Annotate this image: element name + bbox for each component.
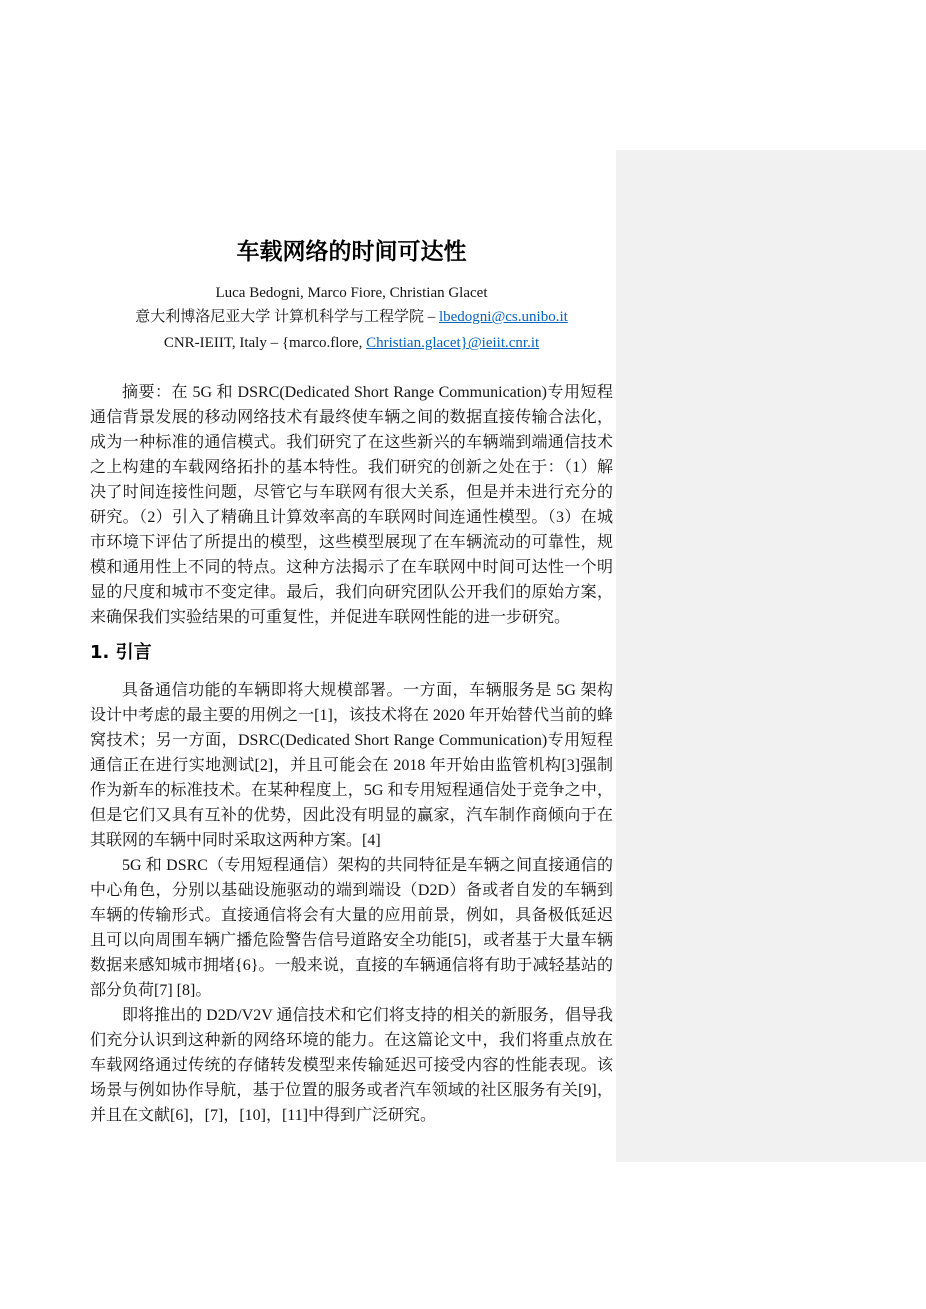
intro-paragraph-3: 即将推出的 D2D/V2V 通信技术和它们将支持的相关的新服务，倡导我们充分认识到这种新的网络环境的能力。在这篇论文中，我们将重点放在车载网络通过传统的存储转发模型来传输延迟可接受内容的性能表现。该场景与例如协作导航，基于位置的服务或者汽车领域的社区服务有关[9]，并且在文献[6]，[7]，[10]，[11]中得到广泛研究。 bbox=[90, 1007, 613, 1124]
affiliation-line-1 bbox=[90, 304, 613, 330]
authors-line: Luca Bedogni, Marco Fiore, Christian Glacet bbox=[215, 285, 488, 301]
email-link-ieiit[interactable]: Christian.glacet}@ieiit.cnr.it bbox=[366, 335, 540, 351]
side-panel-background bbox=[616, 150, 926, 1162]
intro-paragraph-1: 具备通信功能的车辆即将大规模部署。一方面，车辆服务是 5G 架构设计中考虑的最主要的用例之一[1]，该技术将在 2020 年开始替代当前的蜂窝技术；另一方面，DSRC(Dedicated Short Range Communication)专用短程通信正在进行实地测试[2]，并且可能会在 2018 年开始由监管机构[3]强制作为新车的标准技术。在某种程度上，5G 和专用短程通信处于竞争之中，但是它们又具有互补的优势，因此没有明显的赢家，汽车制作商倾向于在其联网的车辆中同时采取这两种方案。[4] bbox=[90, 682, 613, 849]
email-link-unibo[interactable]: lbedogni@cs.unibo.it bbox=[438, 309, 568, 325]
affiliation-line-2 bbox=[90, 330, 613, 356]
paper-content bbox=[90, 0, 613, 1128]
intro-paragraph-2: 5G 和 DSRC（专用短程通信）架构的共同特征是车辆之间直接通信的中心角色，分别以基础设施驱动的端到端设（D2D）备或者自发的车辆到车辆的传输形式。直接通信将会有大量的应用前景，例如，具备极低延迟且可以向周围车辆广播危险警告信号道路安全功能[5]，或者基于大量车辆数据来感知城市拥堵{6}。一般来说，直接的车辆通信将有助于减轻基站的部分负荷[7] [8]。 bbox=[90, 857, 613, 999]
section-1-heading: 1. 引言 bbox=[90, 642, 152, 663]
affiliation-2-text: CNR-IEIIT, Italy – {marco.flore, bbox=[163, 335, 367, 351]
affiliation-1-text: 意大利博洛尼亚大学 计算机科学与工程学院 – bbox=[135, 309, 439, 325]
paper-title: 车载网络的时间可达性 bbox=[236, 239, 467, 265]
abstract-paragraph: 摘要：在 5G 和 DSRC(Dedicated Short Range Communication)专用短程通信背景发展的移动网络技术有最终使车辆之间的数据直接传输合法化，成为一种标准的通信模式。我们研究了在这些新兴的车辆端到端通信技术之上构建的车载网络拓扑的基本特性。我们研究的创新之处在于：（1）解决了时间连接性问题，尽管它与车联网有很大关系，但是并未进行充分的研究。（2）引入了精确且计算效率高的车联网时间连通性模型。（3）在城市环境下评估了所提出的模型，这些模型展现了在车辆流动的可靠性，规模和通用性上不同的特点。这种方法揭示了在车联网中时间可达性一个明显的尺度和城市不变定律。最后，我们向研究团队公开我们的原始方案，来确保我们实验结果的可重复性，并促进车联网性能的进一步研究。 bbox=[90, 384, 613, 626]
